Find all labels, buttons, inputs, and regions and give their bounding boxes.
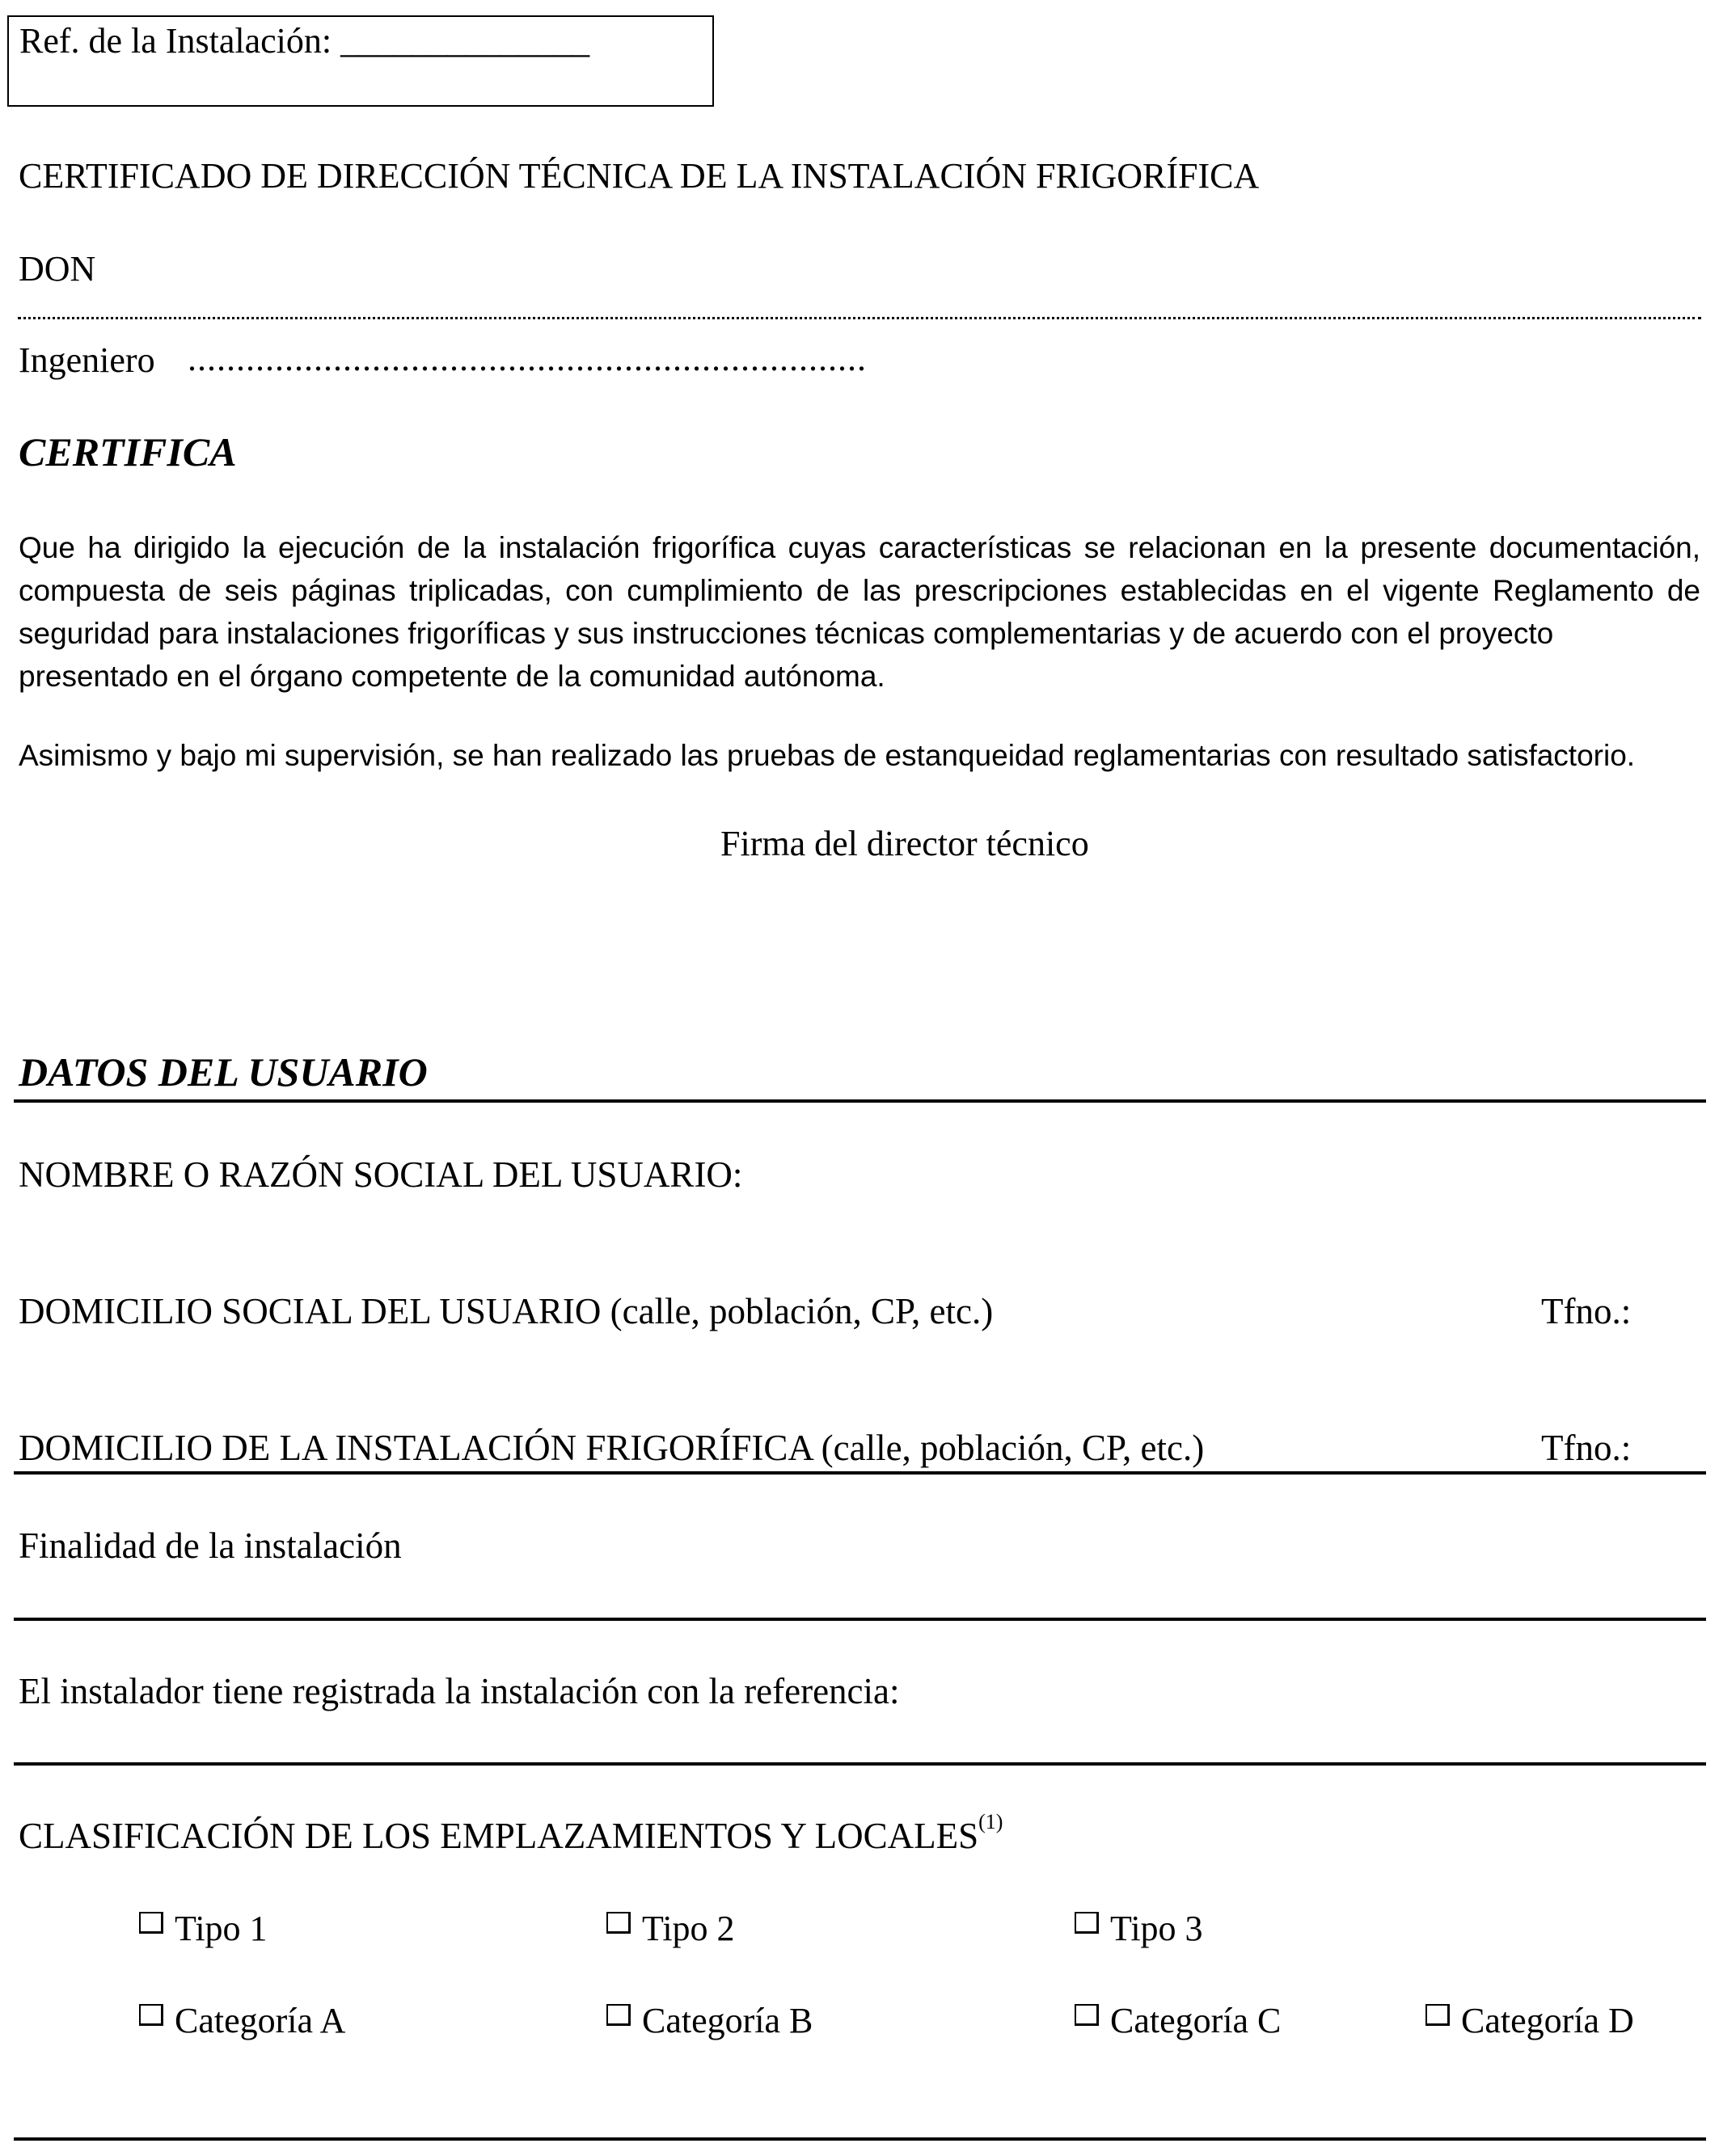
paragraph-main: Que ha dirigido la ejecución de la instalación frigorífica cuyas características se relacionan en la presente documentación, compuesta de seis páginas triplicadas, con cumplimiento de las prescripciones establecidas en el vigente Reglamento de seguridad para instalaciones frigoríficas y sus instrucciones técnicas complementarias y de acuerdo con el proyecto (19, 531, 1700, 650)
ref-label: Ref. de la Instalación: ______________ (19, 21, 590, 61)
section-rule-2 (14, 1471, 1706, 1475)
don-dotted-line (18, 317, 1701, 319)
tfno-label-instalacion: Tfno.: (1541, 1428, 1632, 1468)
checkbox-tipo-3[interactable] (1075, 1908, 1203, 1949)
checkbox-label: Tipo 1 (175, 1909, 268, 1948)
datos-usuario-heading: DATOS DEL USUARIO (19, 1049, 428, 1095)
certifica-heading: CERTIFICA (19, 429, 237, 475)
paragraph-last-line: presentado en el órgano competente de la comunidad autónoma. (19, 660, 885, 693)
clasificacion-label (19, 1810, 1003, 1857)
checkbox-categoria-d[interactable] (1425, 2000, 1634, 2041)
nombre-label: NOMBRE O RAZÓN SOCIAL DEL USUARIO: (19, 1154, 743, 1195)
certification-paragraph (19, 526, 1700, 698)
checkbox-icon[interactable] (1425, 2004, 1450, 2026)
checkbox-label: Tipo 2 (642, 1909, 735, 1948)
checkbox-categoria-a[interactable] (139, 2000, 345, 2041)
ref-box (7, 15, 714, 107)
don-label: DON (19, 249, 96, 289)
supervision-paragraph: Asimismo y bajo mi supervisión, se han realizado las pruebas de estanqueidad reglamentarias con resultado satisfactorio. (19, 739, 1636, 772)
checkbox-icon[interactable] (606, 2004, 631, 2026)
finalidad-label: Finalidad de la instalación (19, 1525, 402, 1566)
checkbox-label: Categoría C (1110, 2001, 1282, 2040)
checkbox-tipo-2[interactable] (606, 1908, 735, 1949)
clasificacion-footnote-ref: (1) (978, 1810, 1003, 1833)
section-rule-5 (14, 2137, 1706, 2141)
ingeniero-dotted-line: ...................................................................... (188, 339, 867, 378)
clasificacion-text: CLASIFICACIÓN DE LOS EMPLAZAMIENTOS Y LOCALES (19, 1816, 979, 1856)
domicilio-instalacion-label: DOMICILIO DE LA INSTALACIÓN FRIGORÍFICA (calle, población, CP, etc.) (19, 1428, 1205, 1468)
checkbox-categoria-b[interactable] (606, 2000, 813, 2041)
section-rule-3 (14, 1618, 1706, 1621)
checkbox-icon[interactable] (1075, 2004, 1099, 2026)
document-title: CERTIFICADO DE DIRECCIÓN TÉCNICA DE LA INSTALACIÓN FRIGORÍFICA (19, 156, 1260, 196)
section-rule-1 (14, 1099, 1706, 1103)
checkbox-icon[interactable] (606, 1912, 631, 1934)
checkbox-categoria-c[interactable] (1075, 2000, 1281, 2041)
checkbox-tipo-1[interactable] (139, 1908, 268, 1949)
section-rule-4 (14, 1762, 1706, 1766)
domicilio-social-label: DOMICILIO SOCIAL DEL USUARIO (calle, población, CP, etc.) (19, 1291, 994, 1331)
checkbox-label: Categoría D (1461, 2001, 1634, 2040)
instalador-label: El instalador tiene registrada la instalación con la referencia: (19, 1671, 900, 1711)
signature-label: Firma del director técnico (720, 824, 1089, 863)
tfno-label-usuario: Tfno.: (1541, 1291, 1632, 1331)
checkbox-icon[interactable] (139, 2004, 163, 2026)
checkbox-label: Tipo 3 (1110, 1909, 1203, 1948)
checkbox-icon[interactable] (1075, 1912, 1099, 1934)
checkbox-label: Categoría A (175, 2001, 346, 2040)
checkbox-icon[interactable] (139, 1912, 163, 1934)
checkbox-label: Categoría B (642, 2001, 813, 2040)
ingeniero-label: Ingeniero (19, 340, 155, 380)
